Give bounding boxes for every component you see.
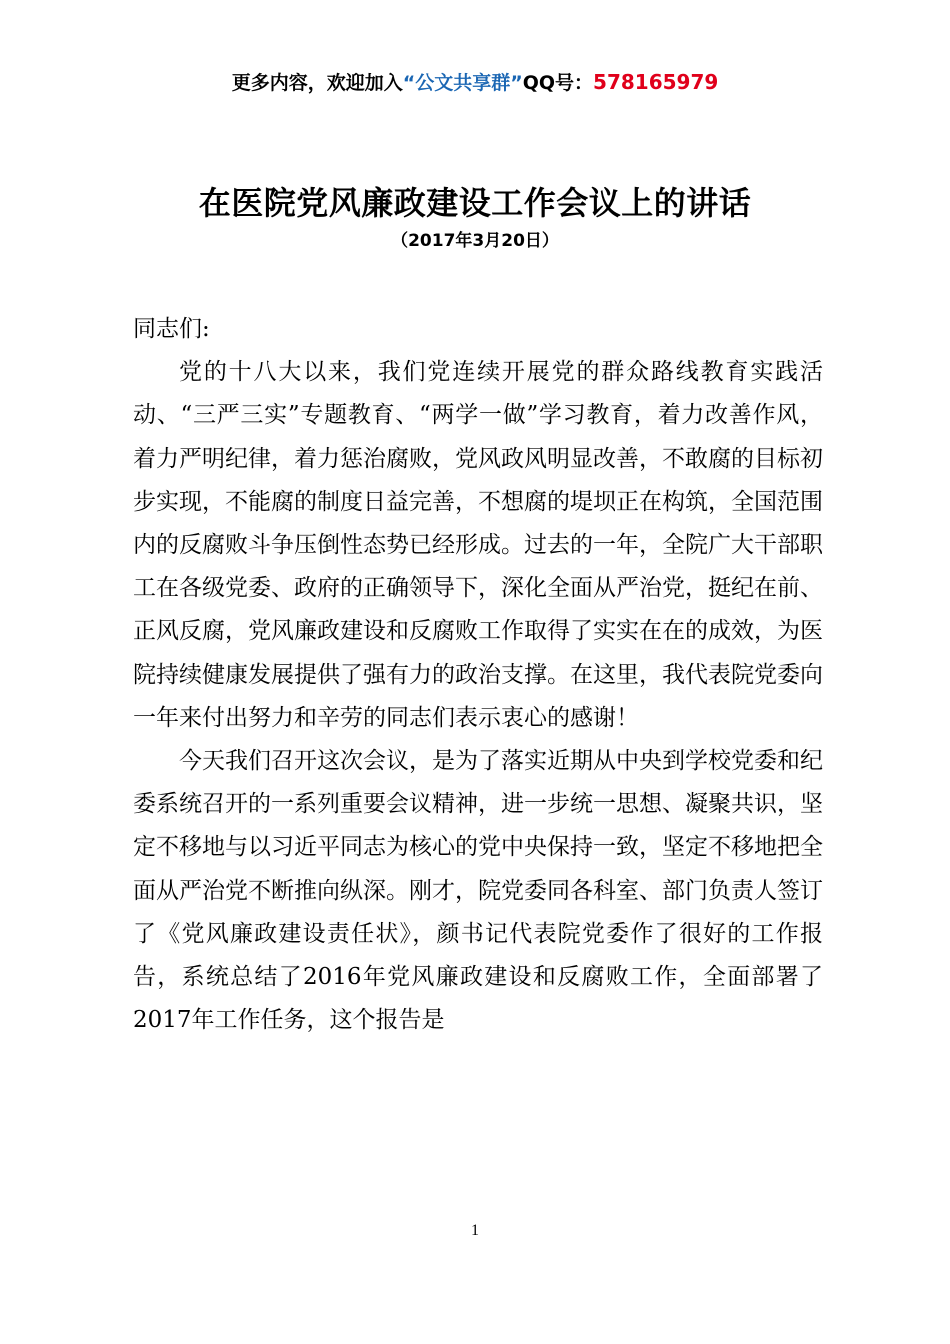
salutation: 同志们: bbox=[133, 316, 210, 342]
paragraph-2: 今天我们召开这次会议，是为了落实近期从中央到学校党委和纪委系统召开的一系列重要会议精神，进一步统一思想、凝聚共识，坚定不移地与以习近平同志为核心的党中央保持一致，坚定不移地把全面从严治党不断推向纵深。刚才，院党委同各科室、部门负责人签订了《党风廉政建设责任状》，颜书记代表院党委作了很好的工作报告，系统总结了2016年党风廉政建设和反腐败工作，全面部署了2017年工作任务，这个报告是 bbox=[133, 748, 823, 1034]
page-number: 1 bbox=[471, 1222, 479, 1239]
banner-qq-label: QQ号： bbox=[522, 72, 594, 94]
document-date: （2017年3月20日） bbox=[391, 231, 559, 251]
banner-group-name: “公文共享群” bbox=[402, 72, 523, 94]
document-title: 在医院党风廉政建设工作会议上的讲话 bbox=[198, 184, 752, 222]
banner-prefix: 更多内容，欢迎加入 bbox=[231, 72, 403, 94]
paragraph-1: 党的十八大以来，我们党连续开展党的群众路线教育实践活动、“三严三实”专题教育、“两学一做”学习教育，着力改善作风，着力严明纪律，着力惩治腐败，党风政风明显改善，不敢腐的目标初步实现，不能腐的制度日益完善，不想腐的堤坝正在构筑，全国范围内的反腐败斗争压倒性态势已经形成。过去的一年，全院广大干部职工在各级党委、政府的正确领导下，深化全面从严治党，挺纪在前、正风反腐，党风廉政建设和反腐败工作取得了实实在在的成效，为医院持续健康发展提供了强有力的政治支撑。在这里，我代表院党委向一年来付出努力和辛劳的同志们表示衷心的感谢！ bbox=[133, 359, 823, 731]
share-banner bbox=[0, 68, 950, 97]
banner-qq-number: 578165979 bbox=[593, 70, 719, 94]
document-body bbox=[133, 308, 823, 1042]
